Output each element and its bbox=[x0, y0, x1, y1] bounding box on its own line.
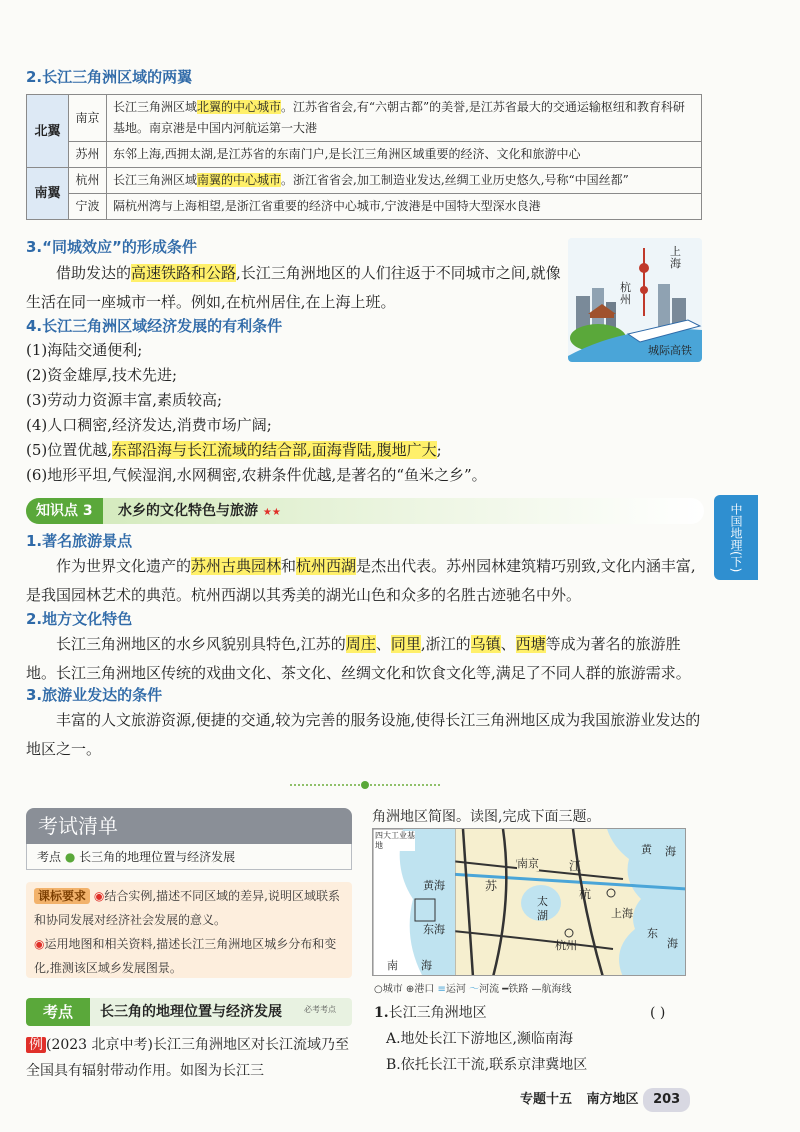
option-a[interactable]: A.地处长江下游地区,濒临南海 bbox=[386, 1031, 574, 1047]
kp3-title: 水乡的文化特色与旅游 ★★ bbox=[118, 503, 281, 519]
desc-cell: 东邻上海,西拥太湖,是江苏省的东南门户,是长江三角洲区域重要的经济、文化和旅游中心 bbox=[107, 142, 702, 168]
bullet-icon: ◉ bbox=[34, 937, 45, 951]
kp3s1-title: 1.著名旅游景点 bbox=[26, 532, 133, 550]
kp3s3-text: 丰富的人文旅游资源,便捷的交通,较为完善的服务设施,使得长江三角洲地区成为我国旅游业发达的地区之一。 bbox=[26, 711, 701, 758]
map-label: 杭州 bbox=[555, 939, 577, 952]
req-line-1: 课标要求 ◉结合实例,描述不同区域的差异,说明区域联系和协同发展对经济社会发展的意义。 bbox=[34, 889, 340, 927]
label-hangzhou: 杭州 bbox=[620, 281, 631, 306]
page-footer bbox=[520, 1088, 760, 1112]
river-icon: 〜 bbox=[469, 984, 480, 995]
desc-cell: 隔杭州湾与上海相望,是浙江省重要的经济中心城市,宁波港是中国特大型深水良港 bbox=[107, 194, 702, 220]
map-label: 太 bbox=[537, 895, 548, 908]
section4-list bbox=[26, 338, 706, 488]
map-label: 江 bbox=[569, 859, 582, 873]
kd-tag: 考点 bbox=[26, 998, 90, 1026]
req-line-2: ◉运用地图和相关资料,描述长江三角洲地区城乡分布和变化,推测该区域乡发展图景。 bbox=[34, 937, 337, 975]
list-item: (6)地形平坦,气候湿润,水网稠密,农耕条件优越,是著名的“鱼米之乡”。 bbox=[26, 466, 487, 484]
section2-title: 2.长江三角洲区域的两翼 bbox=[26, 68, 193, 86]
south-wing-label: 南翼 bbox=[27, 168, 69, 220]
list-item: (1)海陆交通便利; bbox=[26, 341, 143, 359]
section3-text: 借助发达的高速铁路和公路,长江三角洲地区的人们往返于不同城市之间,就像生活在同一座城市一样。例如,在杭州居住,在上海上班。 bbox=[26, 264, 561, 311]
map-label: 海 bbox=[421, 959, 432, 972]
kd-badge: 必考考点 bbox=[304, 1005, 336, 1014]
railway-icon: ━ bbox=[502, 984, 509, 995]
footer-region: 南方地区 bbox=[586, 1092, 639, 1107]
map-legend: ○城市 ⊕港口 ≡运河 〜河流 ━铁路 —航海线 bbox=[374, 984, 572, 995]
divider-dot bbox=[361, 781, 369, 789]
list-item: (2)资金雄厚,技术先进; bbox=[26, 366, 178, 384]
requirement-box bbox=[26, 882, 352, 978]
map-label: 上海 bbox=[611, 907, 633, 920]
stars-icon: ★★ bbox=[262, 507, 281, 518]
kp3s3-title: 3.旅游业发达的条件 bbox=[26, 686, 163, 704]
req-tag: 课标要求 bbox=[34, 888, 90, 904]
table-row bbox=[27, 142, 702, 168]
option-b[interactable]: B.依托长江干流,联系京津冀地区 bbox=[386, 1057, 588, 1073]
yrd-map bbox=[372, 828, 686, 976]
map-label: 苏 bbox=[485, 879, 498, 893]
section3-title: 3.“同城效应”的形成条件 bbox=[26, 238, 197, 256]
example-text: 例 (2023 北京中考)长江三角洲地区对长江流域乃至全国具有辐射带动作用。如图为长江三 bbox=[26, 1037, 350, 1079]
map-label: 海 bbox=[665, 845, 676, 858]
question-1 bbox=[374, 1000, 704, 1078]
section4-title: 4.长江三角洲区域经济发展的有利条件 bbox=[26, 317, 283, 335]
map-label: 黄 bbox=[641, 843, 652, 856]
city-cell: 宁波 bbox=[69, 194, 107, 220]
map-label: 黄海 bbox=[423, 879, 445, 892]
exam-point: 考点 ● 长三角的地理位置与经济发展 bbox=[26, 844, 352, 870]
map-label: 东海 bbox=[423, 923, 445, 936]
list-item: (3)劳动力资源丰富,素质较高; bbox=[26, 391, 223, 409]
kp3s2-text: 长江三角洲地区的水乡风貌别具特色,江苏的周庄、同里,浙江的乌镇、西塘等成为著名的旅游胜地。长江三角洲地区传统的戏曲文化、茶文化、丝绸文化和饮食文化等,满足了不同人群的旅游需求。 bbox=[26, 635, 691, 682]
city-cell: 杭州 bbox=[69, 168, 107, 194]
table-row bbox=[27, 95, 702, 142]
city-cell: 南京 bbox=[69, 95, 107, 142]
map-label: 东 bbox=[647, 927, 658, 940]
city-icon: ○ bbox=[374, 984, 383, 995]
footer-topic: 专题十五 bbox=[520, 1092, 573, 1107]
exam-list-header: 考试清单 bbox=[26, 808, 352, 844]
map-label: 南 bbox=[387, 959, 398, 972]
map-inset-label: 四大工业基地 bbox=[375, 831, 415, 850]
kd-title: 长三角的地理位置与经济发展 bbox=[100, 1004, 282, 1020]
bullet-icon: ◉ bbox=[93, 889, 105, 903]
kp3-tag: 知识点 3 bbox=[26, 498, 103, 524]
table-row bbox=[27, 168, 702, 194]
map-label: 湖 bbox=[537, 909, 548, 922]
label-shanghai: 上海 bbox=[670, 245, 681, 270]
question-stem: 1.长江三角洲地区 ( ) bbox=[374, 1005, 666, 1021]
list-item: (5)位置优越,东部沿海与长江流域的结合部,面海背陆,腹地广大; bbox=[26, 441, 442, 459]
table-row bbox=[27, 194, 702, 220]
canal-icon: ≡ bbox=[437, 984, 446, 995]
map-label: 南京 bbox=[517, 857, 539, 870]
label-rail: 城际高铁 bbox=[648, 344, 692, 357]
desc-cell: 长江三角洲区域北翼的中心城市。江苏省省会,有“六朝古都”的美誉,是江苏省最大的交通运输枢纽和教育科研基地。南京港是中国内河航运第一大港 bbox=[107, 95, 702, 142]
port-icon: ⊕ bbox=[405, 984, 415, 995]
kp3s1-text: 作为世界文化遗产的苏州古典园林和杭州西湖是杰出代表。苏州园林建筑精巧别致,文化内涵丰富,是我国园林艺术的典范。杭州西湖以其秀美的湖光山色和众多的名胜古迹驰名中外。 bbox=[26, 557, 696, 604]
desc-cell: 长江三角洲区域南翼的中心城市。浙江省省会,加工制造业发达,丝绸工业历史悠久,号称“中国丝都” bbox=[107, 168, 702, 194]
kp3s2-title: 2.地方文化特色 bbox=[26, 610, 133, 628]
wings-table bbox=[26, 94, 702, 220]
city-cell: 苏州 bbox=[69, 142, 107, 168]
seaway-icon: — bbox=[531, 984, 542, 995]
north-wing-label: 北翼 bbox=[27, 95, 69, 168]
list-item: (4)人口稠密,经济发达,消费市场广阔; bbox=[26, 416, 272, 434]
page-number: 203 bbox=[643, 1088, 690, 1112]
map-label: 杭 bbox=[579, 887, 592, 901]
map-intro: 角洲地区简图。读图,完成下面三题。 bbox=[372, 809, 601, 825]
example-tag: 例 bbox=[26, 1037, 46, 1053]
map-label: 海 bbox=[667, 937, 678, 950]
dot-icon: ● bbox=[64, 850, 76, 864]
side-tab[interactable]: 中国地理(下) bbox=[714, 495, 758, 580]
